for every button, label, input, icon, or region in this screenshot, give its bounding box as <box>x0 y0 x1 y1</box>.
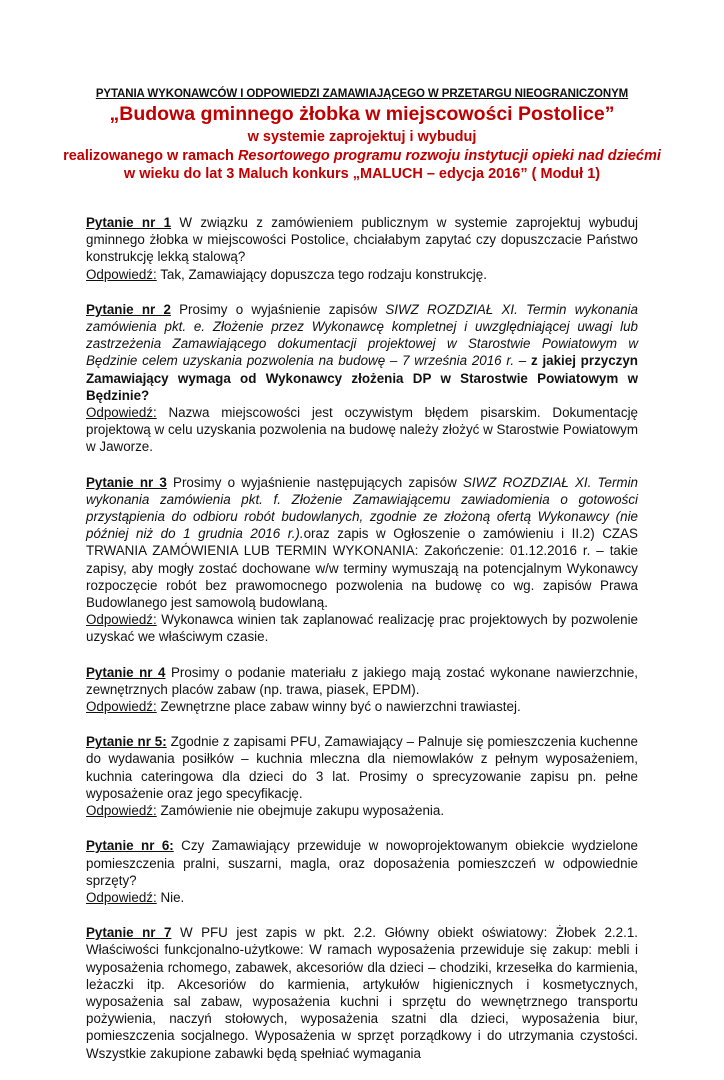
question-block-6 <box>86 837 638 906</box>
document-subtitle: w systemie zaprojektuj i wybuduj <box>247 129 477 145</box>
question-label: Pytanie nr 6: <box>86 838 174 854</box>
question-label: Pytanie nr 2 <box>86 301 171 317</box>
question-emphasis: z jakiej przyczyn Zamawiający wymaga od Wykonawcy złożenia DP w Starostwie Powiatowym w Będzinie? <box>86 353 638 403</box>
question-block-5 <box>86 733 638 819</box>
question-label: Pytanie nr 5: <box>86 734 167 750</box>
document-program-line <box>60 148 664 164</box>
document-program-line-2: w wieku do lat 3 Maluch konkurs „MALUCH – edycja 2016” ( Moduł 1) <box>123 166 601 182</box>
question-text: W PFU jest zapis w pkt. 2.2. Główny obiekt oświatowy: Żłobek 2.2.1. Właściwości funkcjonalno-użytkowe: W ramach wyposażenia przewiduje się zakup: mebli i wyposażenia rchomego, zabawek, akcesoriów dla dzieci – chodziki, krzesełka do karmienia, leżaczki itp. Akcesoriów do karmienia, artykułów higienicznych i kosmetycznych, wyposażenia sal zabaw, wyposażenia kuchni i sprzętu do wewnętrznego transportu pożywienia, naczyń stołowych, wyposażenia szatni dla dzieci, wyposażenia biur, pomieszczenia socjalnego. Wyposażenia w sprzęt porządkowy i do utrzymania czystości. Wszystkie zakupione zabawki będą spełniać wymagania <box>86 925 638 1061</box>
question-text: W związku z zamówieniem publicznym w systemie zaprojektuj wybuduj gminnego żłobka w miejscowości Postolice, chciałabym zapytać czy dopuszczacie Państwo konstrukcję lekką stalową? <box>86 215 638 265</box>
answer-label: Odpowiedź: <box>86 405 157 421</box>
question-text: Prosimy o podanie materiału z jakiego mają zostać wykonane nawierzchnie, zewnętrznych placów zabaw (np. trawa, piasek, EPDM). <box>86 664 638 697</box>
answer-label: Odpowiedź: <box>86 612 157 628</box>
question-label: Pytanie nr 7 <box>86 925 172 941</box>
question-5 <box>86 733 638 802</box>
question-block-1 <box>86 214 638 283</box>
question-text: Prosimy o wyjaśnienie następujących zapisów <box>166 474 463 490</box>
question-text: Zgodnie z zapisami PFU, Zamawiający – Palnuje się pomieszczenia kuchenne do wydawania posiłków – kuchnia mleczna dla niemowlaków z pełnym wyposażeniem, kuchnia cateringowa dla dzieci do 3 lat. Prosimy o sprecyzowanie zapisu pn. pełne wyposażenie oraz jego specyfikację. <box>86 734 638 801</box>
question-6 <box>86 837 638 889</box>
answer-label: Odpowiedź: <box>86 266 157 282</box>
question-block-2 <box>86 301 638 456</box>
question-label: Pytanie nr 4 <box>86 664 166 680</box>
question-label: Pytanie nr 1 <box>86 215 172 230</box>
question-text-rest: oraz zapis w Ogłoszenie o zamówieniu i II.2) CZAS TRWANIA ZAMÓWIENIA LUB TERMIN WYKONANIA: Zakończenie: 01.12.2016 r. – takie zapisy, aby mogły zostać dochowane w/w terminy wymuszają na potencjalnym Wykonawcy rozpoczęcie robót bez prawomocnego pozwolenia na budowę co wg. zapisów Prawa Budowlanego jest samowolą budowlaną. <box>86 526 638 611</box>
questions-list <box>86 214 638 1080</box>
answer-text: Zamówienie nie obejmuje zakupu wyposażenia. <box>156 803 445 819</box>
answer-4 <box>86 698 638 715</box>
question-3 <box>86 474 638 612</box>
answer-label: Odpowiedź: <box>86 803 157 819</box>
answer-5 <box>86 802 638 819</box>
question-4 <box>86 664 638 698</box>
question-block-3 <box>86 474 638 646</box>
question-2 <box>86 301 638 404</box>
program-name: Resortowego programu rozwoju instytucji opieki nad dziećmi <box>237 148 661 164</box>
question-dash: – <box>514 353 531 369</box>
question-text: Prosimy o wyjaśnienie zapisów <box>170 301 386 317</box>
answer-label: Odpowiedź: <box>86 699 157 715</box>
program-line-prefix: realizowanego w ramach <box>63 148 238 164</box>
question-1 <box>86 214 638 266</box>
question-quote: SIWZ ROZDZIAŁ XI. Termin wykonania zamówienia pkt. f. Złożenie Zamawiającemu zawiadomienia o gotowości przystąpienia do odbioru robót budowlanych, zgodnie ze złożoną ofertą Wykonawcy (nie później niż do 1 grudnia 2016 r.). <box>86 474 638 542</box>
question-quote: SIWZ ROZDZIAŁ XI. Termin wykonania zamówienia pkt. e. Złożenie przez Wykonawcę kompletnej i uwzględniającej uwagi lub zastrzeżenia Zamawiającego dokumentacji projektowej w Starostwie Powiatowym w Będzinie celem uzyskania pozwolenia na budowę – 7 września 2016 r. <box>86 301 638 369</box>
question-text: Czy Zamawiający przewiduje w nowoprojektowanym obiekcie wydzielone pomieszczenia pralni, suszarni, magla, oraz doposażenia pomieszczeń w odpowiednie sprzęty? <box>86 838 638 888</box>
question-block-4 <box>86 664 638 716</box>
answer-text: Nazwa miejscowości jest oczywistym błędem pisarskim. Dokumentację projektową w celu uzyskania pozwolenia na budowę należy złożyć w Starostwie Powiatowym w Jaworze. <box>86 405 638 455</box>
question-block-7 <box>86 924 638 1062</box>
answer-text: Tak, Zamawiający dopuszcza tego rodzaju konstrukcję. <box>156 266 487 282</box>
answer-text: Wykonawca winien tak zaplanować realizację prac projektowych by pozwolenie uzyskać we właściwym czasie. <box>86 612 638 645</box>
answer-3 <box>86 611 638 645</box>
answer-text: Nie. <box>156 889 185 905</box>
question-7 <box>86 924 638 1062</box>
answer-1 <box>86 266 638 283</box>
answer-label: Odpowiedź: <box>86 889 157 905</box>
document-title: „Budowa gminnego żłobka w miejscowości Postolice” <box>109 103 615 125</box>
answer-text: Zewnętrzne place zabaw winny być o nawierzchni trawiastej. <box>156 699 521 715</box>
answer-6 <box>86 889 638 906</box>
document-top-heading: PYTANIA WYKONAWCÓW I ODPOWIEDZI ZAMAWIAJĄCEGO W PRZETARGU NIEOGRANICZONYM <box>95 88 629 100</box>
answer-2 <box>86 404 638 456</box>
question-label: Pytanie nr 3 <box>86 474 167 490</box>
